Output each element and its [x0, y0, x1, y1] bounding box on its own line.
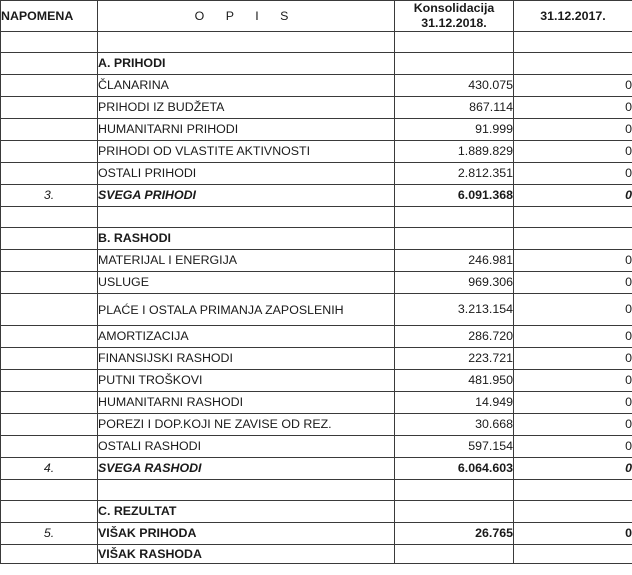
table-row	[1, 370, 632, 392]
row-prev: 0	[514, 294, 632, 326]
row-prev: 0	[514, 119, 632, 141]
row-label: ČLANARINA	[98, 75, 395, 97]
table-row	[1, 348, 632, 370]
row-label: HUMANITARNI RASHODI	[98, 392, 395, 414]
row-label: POREZI I DOP.KOJI NE ZAVISE OD REZ.	[98, 414, 395, 436]
row-label: PLAĆE I OSTALA PRIMANJA ZAPOSLENIH	[98, 294, 395, 326]
section-title-rashodi: B. RASHODI	[98, 228, 395, 250]
row-prev: 0	[514, 185, 632, 207]
row-current: 867.114	[395, 97, 514, 119]
row-current	[395, 545, 514, 564]
header-row	[1, 1, 632, 32]
table-row	[1, 294, 632, 326]
table-row	[1, 523, 632, 545]
row-current: 286.720	[395, 326, 514, 348]
table-row	[1, 326, 632, 348]
header-konsolidacija: Konsolidacija	[413, 1, 495, 15]
row-prev: 0	[514, 163, 632, 185]
table-row	[1, 97, 632, 119]
row-prev: 0	[514, 392, 632, 414]
row-current: 91.999	[395, 119, 514, 141]
header-date-current: 31.12.2018.	[421, 16, 487, 30]
section-row-rezultat	[1, 501, 632, 523]
row-label: MATERIJAL I ENERGIJA	[98, 250, 395, 272]
row-prev: 0	[514, 75, 632, 97]
row-prev: 0	[514, 370, 632, 392]
table-row	[1, 436, 632, 458]
row-current: 6.064.603	[395, 458, 514, 480]
header-opis: O P I S	[98, 1, 395, 32]
row-label: PRIHODI OD VLASTITE AKTIVNOSTI	[98, 141, 395, 163]
table-row	[1, 119, 632, 141]
row-prev: 0	[514, 348, 632, 370]
blank-row	[1, 32, 632, 53]
blank-row	[1, 480, 632, 501]
row-prev: 0	[514, 523, 632, 545]
table-row	[1, 545, 632, 564]
section-title-prihodi: A. PRIHODI	[98, 53, 395, 75]
row-label: USLUGE	[98, 272, 395, 294]
row-label: SVEGA PRIHODI	[98, 185, 395, 207]
row-label: PRIHODI IZ BUDŽETA	[98, 97, 395, 119]
row-prev: 0	[514, 326, 632, 348]
table-row	[1, 141, 632, 163]
table-row	[1, 272, 632, 294]
total-row-prihodi	[1, 185, 632, 207]
row-label: VIŠAK RASHODA	[98, 545, 395, 564]
row-current: 26.765	[395, 523, 514, 545]
row-label: VIŠAK PRIHODA	[98, 523, 395, 545]
row-prev: 0	[514, 458, 632, 480]
row-prev	[514, 545, 632, 564]
table-row	[1, 75, 632, 97]
row-label: AMORTIZACIJA	[98, 326, 395, 348]
table-row	[1, 392, 632, 414]
row-prev: 0	[514, 414, 632, 436]
blank-row	[1, 207, 632, 228]
row-label: SVEGA RASHODI	[98, 458, 395, 480]
section-row-rashodi	[1, 228, 632, 250]
row-current: 969.306	[395, 272, 514, 294]
row-label: OSTALI PRIHODI	[98, 163, 395, 185]
row-current: 481.950	[395, 370, 514, 392]
table-row	[1, 414, 632, 436]
row-label: HUMANITARNI PRIHODI	[98, 119, 395, 141]
table-row	[1, 250, 632, 272]
row-label: OSTALI RASHODI	[98, 436, 395, 458]
row-current: 430.075	[395, 75, 514, 97]
row-prev: 0	[514, 272, 632, 294]
row-note: 4.	[1, 458, 98, 480]
header-date-prev: 31.12.2017.	[514, 1, 632, 32]
row-current: 597.154	[395, 436, 514, 458]
row-note: 3.	[1, 185, 98, 207]
row-prev: 0	[514, 97, 632, 119]
row-prev: 0	[514, 436, 632, 458]
header-napomena: NAPOMENA	[1, 1, 98, 32]
row-label: PUTNI TROŠKOVI	[98, 370, 395, 392]
header-current-period	[395, 1, 514, 32]
row-current: 1.889.829	[395, 141, 514, 163]
row-current: 3.213.154	[395, 294, 514, 326]
section-title-rezultat: C. REZULTAT	[98, 501, 395, 523]
section-row-prihodi	[1, 53, 632, 75]
row-current: 14.949	[395, 392, 514, 414]
table-row	[1, 163, 632, 185]
row-current: 2.812.351	[395, 163, 514, 185]
row-current: 6.091.368	[395, 185, 514, 207]
row-note: 5.	[1, 523, 98, 545]
row-current: 246.981	[395, 250, 514, 272]
row-current: 30.668	[395, 414, 514, 436]
row-prev: 0	[514, 141, 632, 163]
row-note	[1, 545, 98, 564]
row-prev: 0	[514, 250, 632, 272]
total-row-rashodi	[1, 458, 632, 480]
row-current: 223.721	[395, 348, 514, 370]
row-label: FINANSIJSKI RASHODI	[98, 348, 395, 370]
